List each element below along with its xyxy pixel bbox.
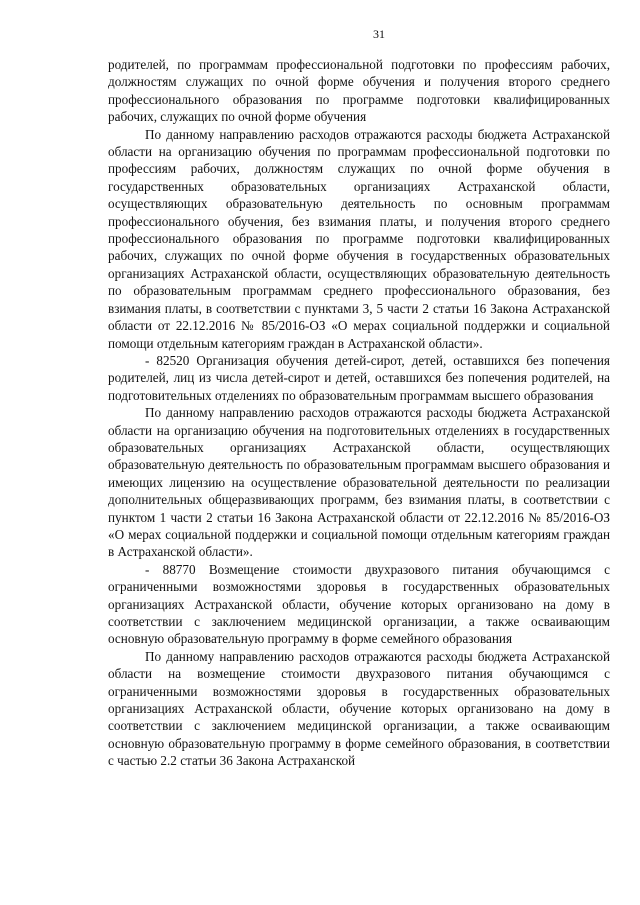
document-body xyxy=(108,56,610,770)
paragraph-4: По данному направлению расходов отражаются расходы бюджета Астраханской области на организацию обучения на подготовительных отделениях в государственных образовательных организациях Астраханской области, осуществляющих образовательную деятельность по образовательным программам высшего образования и имеющих лицензию на осуществление образовательной деятельности по реализации дополнительных общеразвивающих программ, без взимания платы, в соответствии с пунктом 1 части 2 статьи 16 Закона Астраханской области от 22.12.2016 № 85/2016-ОЗ «О мерах социальной поддержки и социальной помощи отдельным категориям граждан в Астраханской области». xyxy=(108,405,610,560)
paragraph-5: - 88770 Возмещение стоимости двухразового питания обучающимся с ограниченными возможностями здоровья в государственных образовательных организациях Астраханской области, обучение которых организовано на дому в соответствии с заключением медицинской организации, а также осваивающим основную образовательную программу в форме семейного образования xyxy=(108,561,610,647)
paragraph-1: родителей, по программам профессиональной подготовки по профессиям рабочих, должностям служащих по очной форме обучения и получения второго среднего профессионального образования по программе подготовки квалифицированных рабочих, служащих по очной форме обучения xyxy=(108,57,610,125)
page-number: 31 xyxy=(373,27,385,41)
paragraph-2: По данному направлению расходов отражаются расходы бюджета Астраханской области на организацию обучения по программам профессиональной подготовки по профессиям рабочих, должностям служащих по очной форме обучения в государственных образовательных организациях Астраханской области, осуществляющих образовательную деятельность по основным программам профессионального обучения, без взимания платы, и получения второго среднего профессионального образования по программе подготовки квалифицированных рабочих, служащих по очной форме обучения в государственных образовательных организациях Астраханской области, осуществляющих образовательную деятельность по образовательным программам среднего профессионального образования, без взимания платы, в соответствии с пунктами 3, 5 части 2 статьи 16 Закона Астраханской области от 22.12.2016 № 85/2016-ОЗ «О мерах социальной поддержки и социальной помощи отдельным категориям граждан в Астраханской области». xyxy=(108,126,610,351)
paragraph-3: - 82520 Организация обучения детей-сирот, детей, оставшихся без попечения родителей, лиц из числа детей-сирот и детей, оставшихся без попечения родителей, на подготовительных отделениях по образовательным программам высшего образования xyxy=(108,352,610,403)
paragraph-6: По данному направлению расходов отражаются расходы бюджета Астраханской области на возмещение стоимости двухразового питания обучающимся с ограниченными возможностями здоровья в государственных образовательных организациях Астраханской области, обучение которых организовано на дому в соответствии с заключением медицинской организации, а также осваивающим основную образовательную программу в форме семейного образования, в соответствии с частью 2.2 статьи 36 Закона Астраханской xyxy=(108,648,610,769)
